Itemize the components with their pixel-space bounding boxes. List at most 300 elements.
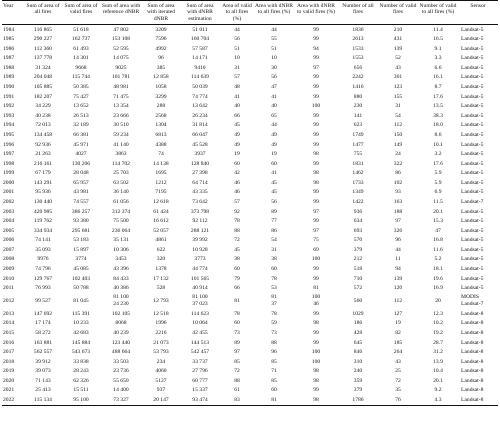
table-cell: 78 <box>271 310 277 317</box>
table-row <box>2 130 498 140</box>
table-cell: 48 <box>234 84 240 91</box>
sensor-cell: Landsat-5 <box>461 266 484 273</box>
table-cell: 143 291 <box>33 179 53 186</box>
table-cell: 44 <box>271 122 277 129</box>
table-cell: 1786 <box>352 396 364 403</box>
table-cell: 310 <box>353 358 363 365</box>
table-cell: 99 <box>313 339 319 346</box>
table-cell: 115 744 <box>72 74 90 81</box>
year-cell: 2013 <box>3 310 15 317</box>
cell-line: MODIS <box>461 294 480 301</box>
table-row <box>2 284 498 294</box>
table-cell: 112 <box>393 122 403 129</box>
table-cell: 7195 <box>155 189 167 196</box>
table-cell: 95 936 <box>35 189 51 196</box>
table-cell: 59 234 <box>113 131 129 138</box>
table-cell: 71 143 <box>35 377 51 384</box>
table-cell: 51 <box>271 45 277 52</box>
table-cell: 74 <box>158 151 164 158</box>
table-cell: 97 <box>395 218 401 225</box>
table-cell: 60 <box>234 320 240 327</box>
table-cell: 99 <box>313 329 319 336</box>
table-cell: 93 474 <box>192 396 208 403</box>
table-cell: 99 <box>313 310 319 317</box>
table-cell: 45 971 <box>73 141 89 148</box>
table-cell: 99 <box>313 93 319 100</box>
table-cell: 39 073 <box>35 368 51 375</box>
table-cell: 36 140 <box>113 189 129 196</box>
year-cell: 2021 <box>3 387 15 394</box>
table-cell: 30 <box>271 64 277 71</box>
year-cell: 1992 <box>3 103 15 110</box>
table-cell: 61 056 <box>113 198 129 205</box>
year-cell: 1995 <box>3 131 15 138</box>
table-cell: 937 <box>156 387 166 394</box>
sensor-cell: Landsat-5 <box>461 285 484 292</box>
sensor-cell: Landsat-8 <box>461 396 484 403</box>
table-cell: 236 064 <box>111 227 131 234</box>
table-cell: 99 <box>313 84 319 91</box>
cell-line: 37 023 <box>192 301 208 308</box>
table-cell: 40 914 <box>192 285 208 292</box>
table-cell: 88 <box>271 339 277 346</box>
table-cell: 43 <box>395 358 401 365</box>
year-cell: 1990 <box>3 84 15 91</box>
table-cell: 15 337 <box>192 387 208 394</box>
table-cell: 75 <box>313 237 319 244</box>
sensor-cell: Landsat-5 <box>461 122 484 129</box>
table-cell: 51 618 <box>73 26 89 33</box>
table-cell: 656 <box>353 64 363 71</box>
table-cell: 542 457 <box>190 349 210 356</box>
table-cell: 85 <box>271 377 277 384</box>
table-cell <box>254 293 294 309</box>
table-cell: 85 <box>271 358 277 365</box>
table-cell: 129 767 <box>33 275 53 282</box>
year-cell: 2010 <box>3 275 15 282</box>
table-cell: 7596 <box>155 36 167 43</box>
table-cell: 52 595 <box>113 45 129 52</box>
table-cell: 936 <box>353 208 363 215</box>
table-cell: 3863 <box>115 151 127 158</box>
table-cell: 49 <box>234 141 240 148</box>
year-cell: 1985 <box>3 36 15 43</box>
year-cell: 2011 <box>3 285 14 292</box>
table-row <box>2 367 498 377</box>
table-cell: 17.6 <box>433 93 443 100</box>
table-cell: 144 513 <box>190 339 210 346</box>
table-cell: 8.7 <box>434 84 442 91</box>
table-cell: 38.3 <box>433 112 443 119</box>
table-cell: 47 802 <box>113 26 129 33</box>
table-cell: 53 183 <box>73 237 89 244</box>
table-cell: 264 <box>393 349 403 356</box>
table-cell: 880 <box>353 93 363 100</box>
table-cell: 14 301 <box>73 55 89 62</box>
table-cell: 46 <box>234 189 240 196</box>
table-cell: 182 207 <box>33 93 53 100</box>
table-cell: 1416 <box>352 84 364 91</box>
table-cell: 147 692 <box>33 310 53 317</box>
table-cell: 28.7 <box>433 339 443 346</box>
table-cell: 150 <box>393 131 403 138</box>
table-row <box>2 197 498 207</box>
year-cell: 2002 <box>3 198 15 205</box>
table-cell: 34 229 <box>35 103 51 110</box>
table-cell: 56 <box>234 36 240 43</box>
table-cell: 123 <box>393 84 403 91</box>
table-cell: 83 <box>234 396 240 403</box>
sensor-cell: Landsat-5 <box>461 36 484 43</box>
sensor-cell: Landsat-5 <box>461 74 484 81</box>
table-cell: 89 <box>271 208 277 215</box>
table-row <box>2 236 498 246</box>
table-cell: 60 <box>271 266 277 273</box>
table-cell: 9410 <box>194 64 206 71</box>
table-cell: 139 <box>393 45 403 52</box>
table-cell: 240 <box>353 368 363 375</box>
table-cell: 320 <box>156 256 166 263</box>
table-cell: 3.2 <box>434 151 442 158</box>
table-cell: 361 <box>393 74 403 81</box>
table-cell: 55 <box>271 36 277 43</box>
table-cell: 78 <box>271 275 277 282</box>
cell-line: 81 100 <box>192 294 208 301</box>
table-cell: 81 045 <box>73 297 89 304</box>
table-cell: 153 108 <box>111 36 131 43</box>
table-cell: 56 <box>271 198 277 205</box>
column-header: Year <box>3 3 14 9</box>
table-cell: 77 <box>271 218 277 225</box>
table-row <box>2 338 498 348</box>
table-cell: 44 774 <box>192 266 208 273</box>
table-cell: 846 <box>353 349 363 356</box>
table-cell: 27 796 <box>192 368 208 375</box>
table-cell <box>294 293 338 309</box>
year-cell: 2020 <box>3 377 15 384</box>
table-cell: 61 424 <box>153 208 169 215</box>
table-cell: 128 840 <box>190 160 210 167</box>
table-cell: 13.5 <box>433 103 443 110</box>
table-cell: 57 <box>234 198 240 205</box>
table-cell: 163 881 <box>33 339 53 346</box>
table-cell: 14 171 <box>192 55 208 62</box>
year-cell: 2009 <box>3 266 15 273</box>
table-cell: 20 <box>435 297 441 304</box>
column-header: Number of valid to all fires (%) <box>419 3 457 16</box>
table-cell: 60 <box>234 266 240 273</box>
year-cell: 2022 <box>3 396 15 403</box>
table-cell: 570 <box>353 237 363 244</box>
table-cell: 97 <box>313 64 319 71</box>
sensor-cell: Landsat-8 <box>461 329 484 336</box>
table-cell: 41 <box>271 93 277 100</box>
table-cell: 1733 <box>352 179 364 186</box>
table-cell: 10.4 <box>433 368 443 375</box>
table-cell: 28 048 <box>73 170 89 177</box>
table-cell: 10 <box>271 55 277 62</box>
table-row <box>2 159 498 169</box>
table-row <box>2 245 498 255</box>
table-cell: 386 257 <box>71 208 91 215</box>
table-cell: 3937 <box>194 151 206 158</box>
table-cell: 85 <box>234 358 240 365</box>
table-cell: 92 936 <box>35 141 51 148</box>
table-cell: 100 <box>311 349 321 356</box>
table-row <box>2 309 498 319</box>
table-cell: 185 <box>393 339 403 346</box>
year-cell: 2003 <box>3 208 15 215</box>
table-cell: 16.8 <box>433 237 443 244</box>
sensor-cell <box>458 293 498 309</box>
table-row <box>2 24 498 34</box>
fire-statistics-table <box>2 0 498 406</box>
table-cell: 81 <box>234 297 240 304</box>
table-cell: 47 <box>435 227 441 234</box>
column-header: Area with dNBR to all fires (%) <box>255 3 293 16</box>
table-cell: 66 <box>234 112 240 119</box>
table-cell: 52 057 <box>153 227 169 234</box>
table-cell: 46 <box>234 179 240 186</box>
table-cell: 74 557 <box>73 198 89 205</box>
table-row <box>2 207 498 217</box>
sensor-cell: Landsat-5 <box>461 170 484 177</box>
table-cell: 334 934 <box>33 227 53 234</box>
table-cell: 373 798 <box>190 208 210 215</box>
table-cell: 98 <box>313 320 319 327</box>
table-cell: 11 <box>395 256 401 263</box>
table-cell: 1304 <box>155 122 167 129</box>
year-cell: 2012 <box>3 297 15 304</box>
table-row <box>2 82 498 92</box>
table-cell: 44 <box>395 246 401 253</box>
table-cell: 57 <box>234 74 240 81</box>
table-cell: 9.1 <box>434 45 442 52</box>
year-cell: 2017 <box>3 349 15 356</box>
table-cell: 62 326 <box>73 377 89 384</box>
table-row <box>2 357 498 367</box>
cell-line: 100 <box>311 294 321 301</box>
table-cell: 27 398 <box>192 170 208 177</box>
table-cell: 12 858 <box>153 74 169 81</box>
table-cell: 53 793 <box>153 349 169 356</box>
table-cell: 19.2 <box>433 329 443 336</box>
table-cell: 71 475 <box>113 93 129 100</box>
year-cell: 1999 <box>3 170 15 177</box>
table-cell: 31 <box>395 103 401 110</box>
table-cell: 45 <box>234 246 240 253</box>
year-cell: 2008 <box>3 256 15 263</box>
table-header <box>2 1 498 25</box>
table-cell <box>180 293 220 309</box>
table-cell: 572 <box>353 285 363 292</box>
table-cell: 53 <box>271 285 277 292</box>
table-cell: 59 <box>271 320 277 327</box>
table-cell: 16.5 <box>433 36 443 43</box>
table-cell: 31 <box>271 246 277 253</box>
table-cell: 99 <box>313 112 319 119</box>
table-cell: 16.9 <box>433 285 443 292</box>
sensor-cell: Landsat-5 <box>461 55 484 62</box>
table-row <box>2 149 498 159</box>
table-cell: 28 243 <box>73 368 89 375</box>
table-cell: 428 <box>353 329 363 336</box>
table-cell: 60 <box>271 160 277 167</box>
table-cell: 3774 <box>75 256 87 263</box>
year-cell: 1986 <box>3 45 15 52</box>
table-cell: 97 <box>313 208 319 215</box>
sensor-cell: Landsat-5 <box>461 246 484 253</box>
table-cell: 16 612 <box>153 218 169 225</box>
table-cell: 45 528 <box>192 141 208 148</box>
table-cell: 488 664 <box>111 349 131 356</box>
table-cell: 1212 <box>155 179 167 186</box>
column-header: Sum of area with dNBR estimation <box>186 3 214 22</box>
table-cell: 69 <box>313 246 319 253</box>
table-cell: 145 884 <box>71 339 91 346</box>
table-cell: 5.2 <box>434 256 442 263</box>
table-cell: 12 518 <box>153 310 169 317</box>
sensor-cell: Landsat-5 <box>461 131 484 138</box>
table-cell: 6.6 <box>434 64 442 71</box>
table-cell: 139 <box>393 275 403 282</box>
table-row <box>2 63 498 73</box>
table-cell: 12 618 <box>153 198 169 205</box>
table-cell: 4.3 <box>434 396 442 403</box>
table-cell: 99 <box>313 218 319 225</box>
table-cell: 25 413 <box>35 387 51 394</box>
table-cell: 12.3 <box>433 310 443 317</box>
table-cell: 3773 <box>194 256 206 263</box>
table-cell: 100 <box>311 103 321 110</box>
table-cell: 19 <box>271 151 277 158</box>
sensor-cell: Landsat-5 <box>461 141 484 148</box>
table-cell: 44 <box>234 26 240 33</box>
table-cell: 38 <box>234 256 240 263</box>
cell-line: 46 <box>313 301 319 308</box>
sensor-cell: Landsat-5 <box>461 84 484 91</box>
table-cell: 99 <box>313 26 319 33</box>
table-cell: 322 <box>393 160 403 167</box>
table-cell: 86 <box>395 170 401 177</box>
table-cell: 66 047 <box>192 131 208 138</box>
table-cell: 13 642 <box>192 103 208 110</box>
table-cell: 99 527 <box>35 297 51 304</box>
year-cell: 1984 <box>3 26 15 33</box>
table-cell: 1349 <box>352 189 364 196</box>
table-cell: 1749 <box>352 131 364 138</box>
table-cell: 66 381 <box>73 131 89 138</box>
table-cell: 14 400 <box>113 387 129 394</box>
table-cell: 33 503 <box>113 358 129 365</box>
column-header: Sum of area of all fires <box>26 3 60 16</box>
table-cell: 100 <box>311 256 321 263</box>
table-row <box>2 121 498 131</box>
table-cell: 42 455 <box>192 329 208 336</box>
table-cell: 4060 <box>155 368 167 375</box>
table-cell: 1996 <box>155 320 167 327</box>
table-row <box>2 319 498 329</box>
table-cell: 295 681 <box>71 227 91 234</box>
sensor-cell: Landsat-5 <box>461 64 484 71</box>
table-cell: 99 <box>313 55 319 62</box>
table-cell: 204 048 <box>33 74 53 81</box>
table-cell: 1422 <box>352 198 364 205</box>
table-cell: 5.9 <box>434 179 442 186</box>
cell-line: 81 <box>271 294 277 301</box>
column-header: Number of all fires <box>342 3 374 16</box>
table-cell: 73 <box>234 329 240 336</box>
year-cell: 2001 <box>3 189 15 196</box>
table-cell: 32 189 <box>73 122 89 129</box>
table-cell: 4992 <box>155 45 167 52</box>
table-cell: 95 100 <box>73 396 89 403</box>
table-cell: 10 306 <box>113 246 129 253</box>
table-cell: 17.6 <box>433 160 443 167</box>
table-cell: 162 737 <box>71 36 91 43</box>
table-cell: 15 897 <box>73 246 89 253</box>
table-cell: 100 <box>311 358 321 365</box>
table-cell: 420 985 <box>33 208 53 215</box>
table-cell: 634 <box>353 218 363 225</box>
table-cell: 2613 <box>352 36 364 43</box>
table-cell: 9668 <box>75 64 87 71</box>
table-cell: 101 781 <box>111 74 131 81</box>
table-cell: 49 <box>271 131 277 138</box>
sensor-cell: Landsat-8 <box>461 387 484 394</box>
table-cell: 65 957 <box>73 179 89 186</box>
table-cell: 54 <box>395 112 401 119</box>
table-cell: 99 <box>313 198 319 205</box>
table-cell: 114 702 <box>112 160 130 167</box>
table-cell: 12 793 <box>153 297 169 304</box>
sensor-cell: Landsat-5 <box>461 179 484 186</box>
table-cell: 431 <box>393 36 403 43</box>
table-cell: 10 233 <box>73 320 89 327</box>
table-cell: 89 <box>234 339 240 346</box>
table-cell: 19.6 <box>433 275 443 282</box>
table-cell: 20 147 <box>153 396 169 403</box>
table-cell: 102 <box>393 179 403 186</box>
table-cell: 23 666 <box>113 112 129 119</box>
table-cell: 41 140 <box>113 141 129 148</box>
table-cell: 78 <box>234 310 240 317</box>
table-cell: 15 511 <box>73 387 89 394</box>
table-cell: 290 227 <box>33 36 53 43</box>
year-cell: 1996 <box>3 141 15 148</box>
table-row <box>2 169 498 179</box>
table-cell: 43 335 <box>192 189 208 196</box>
table-cell: 71 <box>271 368 277 375</box>
table-cell: 31.2 <box>433 349 443 356</box>
table-cell: 94 <box>313 45 319 52</box>
table-cell: 115 134 <box>34 396 52 403</box>
column-header: Sum of area with reference dNBR <box>101 3 141 16</box>
table-cell: 216 161 <box>33 160 53 167</box>
table-row <box>2 34 498 44</box>
table-cell: 43 396 <box>113 266 129 273</box>
table-cell: 2568 <box>155 112 167 119</box>
table-cell: 2242 <box>352 74 364 81</box>
table-cell: 43 981 <box>73 189 89 196</box>
table-cell: 312 374 <box>111 208 131 215</box>
table-cell: 99 <box>313 141 319 148</box>
table-row <box>2 347 498 357</box>
table-cell: 47 <box>271 84 277 91</box>
table-cell: 15.3 <box>433 218 443 225</box>
table-cell: 130 440 <box>33 198 53 205</box>
column-header: Sensor <box>470 3 486 9</box>
